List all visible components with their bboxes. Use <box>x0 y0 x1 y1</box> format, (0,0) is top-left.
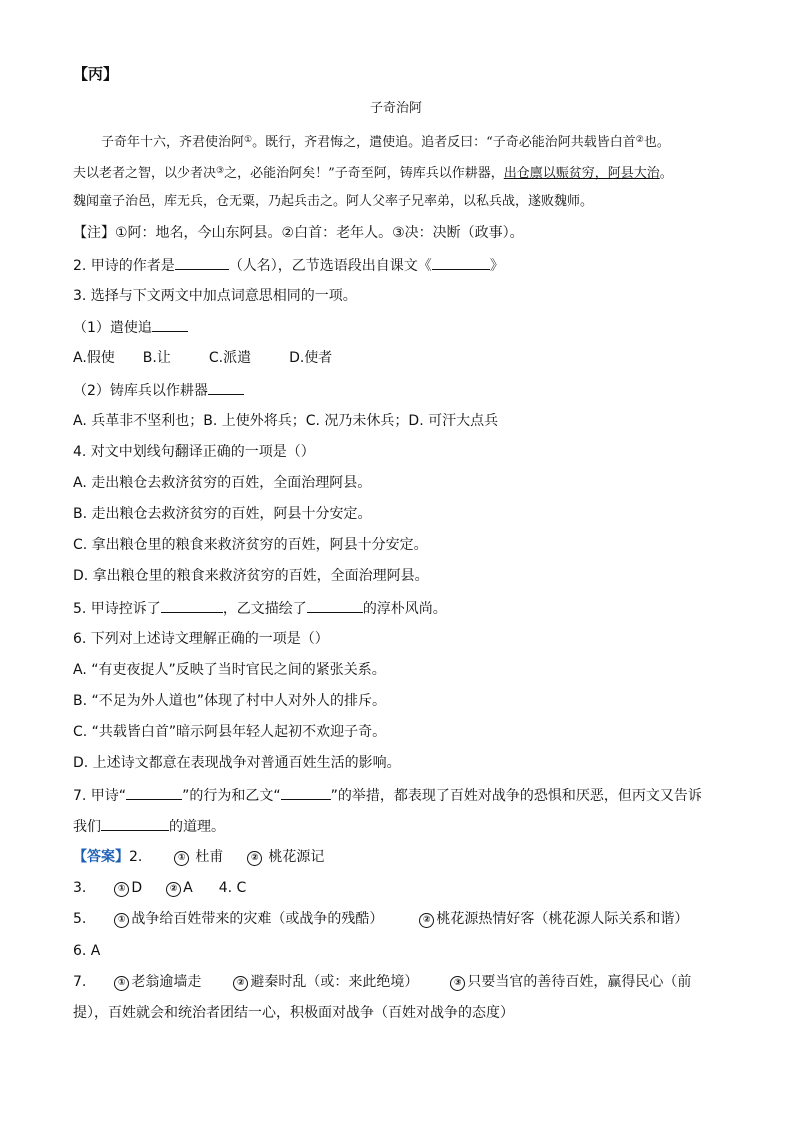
circled-number: ① <box>174 851 189 866</box>
circled-number: ② <box>166 882 181 897</box>
answer-blank <box>432 255 490 270</box>
answer-row-1: 【答案】2. ① 杜甫 ② 桃花源记 <box>73 849 325 865</box>
answer-blank <box>152 317 188 332</box>
option-a: A.假使 <box>73 350 115 366</box>
question-6-option-a: A. “有吏夜捉人”反映了当时官民之间的紧张关系。 <box>73 662 386 678</box>
question-4-option-c: C. 拿出粮仓里的粮食来救济贫穷的百姓，阿县十分安定。 <box>73 537 428 553</box>
answer-row-2: 3. ① D ② A 4. C <box>73 880 247 896</box>
passage-title: 子奇治阿 <box>370 101 423 116</box>
option-b: B.让 <box>142 350 171 366</box>
section-label: 【丙】 <box>73 65 119 83</box>
passage-line-2: 夫以老者之智，以少者决③之，必能治阿矣！”子奇至阿，铸库兵以作耕器，出仓廪以赈贫穷，阿县大治。 <box>73 166 673 181</box>
circled-number: ① <box>114 976 129 991</box>
circled-number: ① <box>114 882 129 897</box>
question-6-stem: 6. 下列对上述诗文理解正确的一项是（） <box>73 631 329 647</box>
answer-blank <box>175 255 229 270</box>
question-6-option-b: B. “不足为外人道也”体现了村中人对外人的排斥。 <box>73 693 387 709</box>
circled-number: ② <box>247 851 262 866</box>
question-6-option-d: D. 上述诗文都意在表现战争对普通百姓生活的影响。 <box>73 755 401 771</box>
question-7-line-1: 7. 甲诗“ ”的行为和乙文“ ”的举措，都表现了百姓对战争的恐惧和厌恶，但丙文又告诉 <box>73 785 702 806</box>
underlined-sentence: 出仓廪以赈贫穷，阿县大治 <box>503 166 660 181</box>
option-c: C.派遣 <box>208 350 252 366</box>
answer-label: 【答案】 <box>73 849 129 865</box>
question-3-part-2: （2）铸库兵以作耕器 <box>73 380 244 401</box>
question-4-stem: 4. 对文中划线句翻译正确的一项是（） <box>73 444 315 460</box>
answer-row-4: 6. A <box>73 943 101 959</box>
answer-blank <box>126 785 182 800</box>
circled-number: ② <box>233 976 248 991</box>
question-3-stem: 3. 选择与下文两文中加点词意思相同的一项。 <box>73 288 357 304</box>
circled-number: ② <box>419 913 434 928</box>
passage-line-1: 子奇年十六，齐君使治阿①。既行，齐君悔之，遣使追。追者反曰：“子奇必能治阿共载皆白首②也。 <box>101 135 670 150</box>
passage-line-3: 魏闻童子治邑，库无兵，仓无粟，乃起兵击之。阿人父率子兄率弟，以私兵战，遂败魏师。 <box>73 194 594 209</box>
question-4-option-b: B. 走出粮仓去救济贫穷的百姓，阿县十分安定。 <box>73 506 372 522</box>
answer-row-3: 5. ① 战争给百姓带来的灾难（或战争的残酷） ② 桃花源热情好客（桃花源人际关系和谐） <box>73 911 689 927</box>
question-3-part-1-options <box>73 348 332 368</box>
question-3-part-2-options: A. 兵革非不坚利也；B. 上使外将兵；C. 况乃未休兵；D. 可汗大点兵 <box>73 413 499 429</box>
answer-row-5: 7. ① 老翁逾墙走 ② 避秦时乱（或：来此绝境） ③ 只要当官的善待百姓，赢得民心（前 <box>73 974 692 990</box>
circled-number: ① <box>114 913 129 928</box>
question-5: 5. 甲诗控诉了 ，乙文描绘了 的淳朴风尚。 <box>73 598 447 619</box>
circled-number: ③ <box>450 976 465 991</box>
answer-blank <box>161 598 223 613</box>
answer-row-6: 提），百姓就会和统治者团结一心，积极面对战争（百姓对战争的态度） <box>73 1005 514 1021</box>
footnote: 【注】①阿：地名，今山东阿县。②白首：老年人。③决：决断（政事）。 <box>73 225 524 241</box>
question-4-option-d: D. 拿出粮仓里的粮食来救济贫穷的百姓，全面治理阿县。 <box>73 568 429 584</box>
question-2: 2. 甲诗的作者是 （人名），乙节选语段出自课文《 》 <box>73 255 504 276</box>
answer-blank <box>281 785 331 800</box>
question-3-part-1: （1）遣使追 <box>73 317 188 338</box>
question-4-option-a: A. 走出粮仓去救济贫穷的百姓，全面治理阿县。 <box>73 475 372 491</box>
answer-blank <box>307 598 363 613</box>
answer-blank <box>101 816 169 831</box>
question-6-option-c: C. “共载皆白首”暗示阿县年轻人起初不欢迎子奇。 <box>73 724 387 740</box>
answer-blank <box>208 380 244 395</box>
question-7-line-2: 我们 的道理。 <box>73 816 225 837</box>
option-d: D.使者 <box>289 350 333 366</box>
